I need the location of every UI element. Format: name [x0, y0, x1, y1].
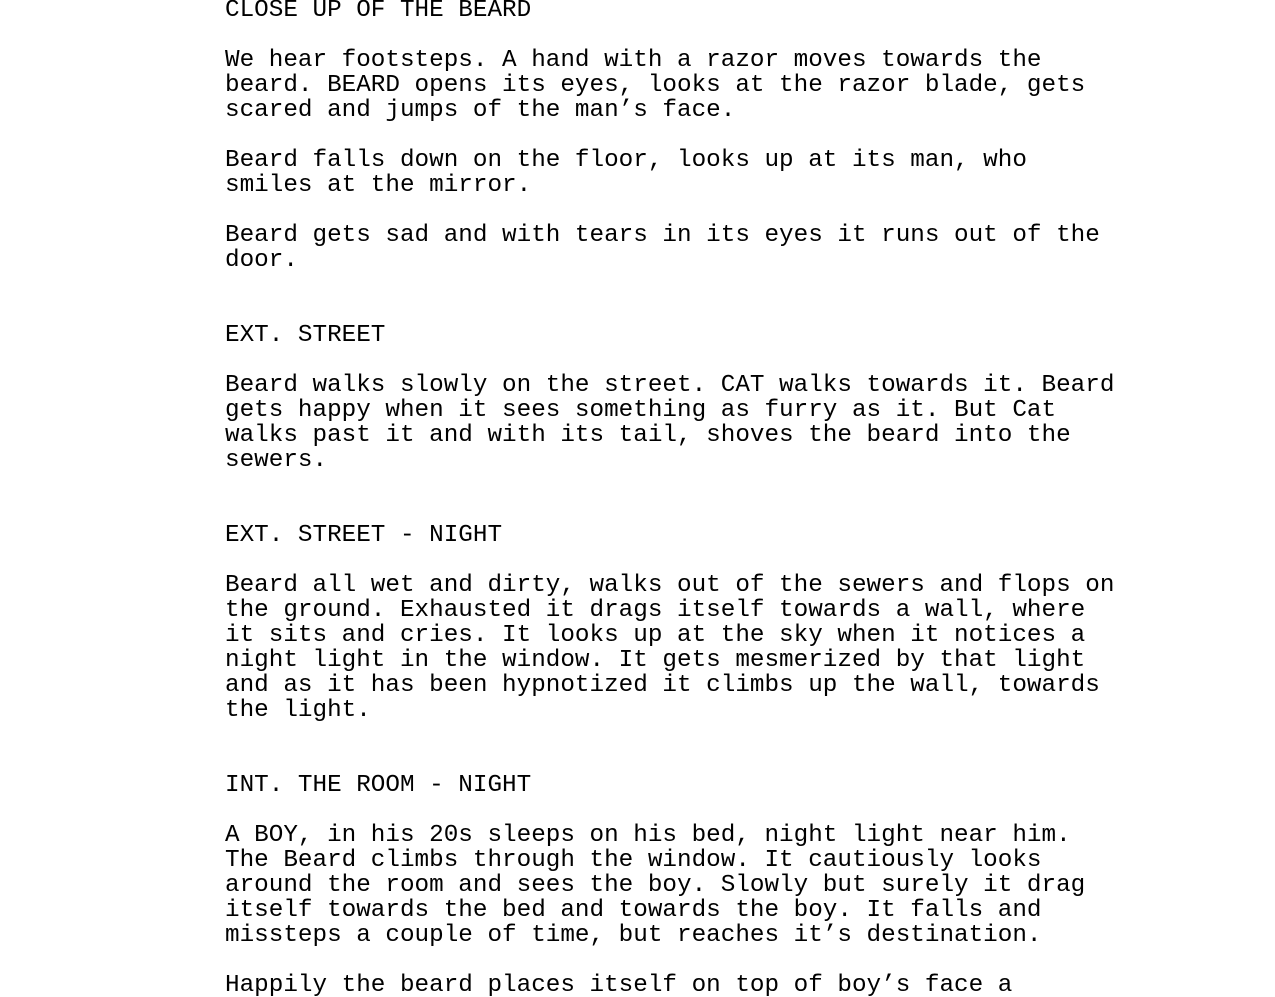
text-line: the ground. Exhausted it drags itself towards a wall, where	[225, 597, 1086, 624]
action-paragraph	[225, 973, 1145, 997]
text-line: smiles at the mirror.	[225, 172, 532, 199]
text-line: Beard walks slowly on the street. CAT walks towards it. Beard	[225, 372, 1115, 399]
text-line: EXT. STREET - NIGHT	[225, 522, 503, 549]
text-line: around the room and sees the boy. Slowly but surely it drag	[225, 872, 1086, 899]
text-line: Beard falls down on the floor, looks up at its man, who	[225, 147, 1027, 174]
action-paragraph	[225, 573, 1145, 723]
action-paragraph	[225, 48, 1145, 123]
text-line: and as it has been hypnotized it climbs up the wall, towards	[225, 672, 1100, 699]
text-line: Happily the beard places itself on top of boy’s face a	[225, 972, 1013, 997]
text-line: scared and jumps of the man’s face.	[225, 97, 736, 124]
screenplay-text	[225, 0, 1145, 997]
text-line: Beard gets sad and with tears in its eyes it runs out of the	[225, 222, 1100, 249]
shot-heading	[225, 0, 1145, 23]
action-paragraph	[225, 223, 1145, 273]
scene-heading	[225, 773, 1145, 798]
action-paragraph	[225, 823, 1145, 948]
action-paragraph	[225, 148, 1145, 198]
text-line: The Beard climbs through the window. It cautiously looks	[225, 847, 1042, 874]
scene-heading	[225, 523, 1145, 548]
text-line: EXT. STREET	[225, 322, 386, 349]
text-line: We hear footsteps. A hand with a razor moves towards the	[225, 47, 1042, 74]
text-line: itself towards the bed and towards the boy. It falls and	[225, 897, 1042, 924]
text-line: night light in the window. It gets mesmerized by that light	[225, 647, 1086, 674]
action-paragraph	[225, 373, 1145, 473]
scene-heading	[225, 323, 1145, 348]
text-line: door.	[225, 247, 298, 274]
text-line: beard. BEARD opens its eyes, looks at the razor blade, gets	[225, 72, 1086, 99]
text-line: CLOSE UP OF THE BEARD	[225, 0, 532, 24]
text-line: walks past it and with its tail, shoves the beard into the	[225, 422, 1071, 449]
text-line: Beard all wet and dirty, walks out of the sewers and flops on	[225, 572, 1115, 599]
text-line: it sits and cries. It looks up at the sky when it notices a	[225, 622, 1086, 649]
text-line: A BOY, in his 20s sleeps on his bed, night light near him.	[225, 822, 1071, 849]
text-line: missteps a couple of time, but reaches it’s destination.	[225, 922, 1042, 949]
text-line: the light.	[225, 697, 371, 724]
text-line: sewers.	[225, 447, 328, 474]
text-line: gets happy when it sees something as furry as it. But Cat	[225, 397, 1057, 424]
text-line: INT. THE ROOM - NIGHT	[225, 772, 532, 799]
